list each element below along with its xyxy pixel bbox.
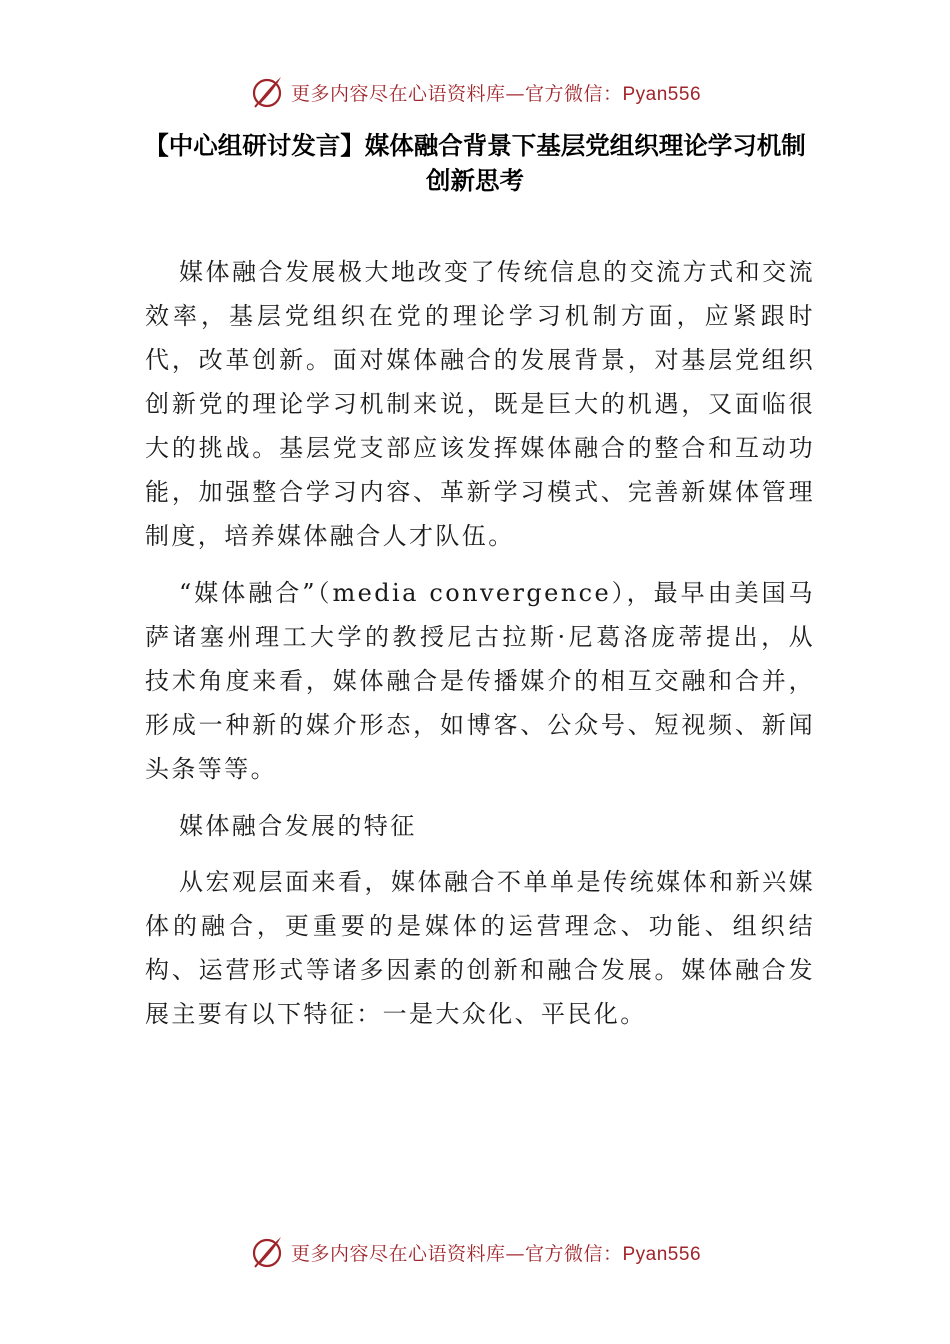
document-title: 【中心组研讨发言】媒体融合背景下基层党组织理论学习机制创新思考 xyxy=(144,131,806,195)
document-body xyxy=(145,250,815,1049)
header-banner xyxy=(0,74,950,110)
banner-separator: — xyxy=(505,1242,525,1265)
body-paragraph-3: 从宏观层面来看，媒体融合不单单是传统媒体和新兴媒体的融合，更重要的是媒体的运营理念、功能、组织结构、运营形式等诸多因素的创新和融合发展。媒体融合发展主要有以下特征：一是大众化、平民化。 xyxy=(145,868,815,1028)
banner-wechat-id: Pyan556 xyxy=(622,1243,702,1265)
banner-text xyxy=(291,1239,701,1266)
banner-wechat-id: Pyan556 xyxy=(622,83,702,105)
banner-wechat-label: 官方微信： xyxy=(524,1242,623,1265)
banner-text xyxy=(291,79,701,106)
body-paragraph-1: 媒体融合发展极大地改变了传统信息的交流方式和交流效率，基层党组织在党的理论学习机制方面，应紧跟时代，改革创新。面对媒体融合的发展背景，对基层党组织创新党的理论学习机制来说，既是巨大的机遇，又面临很大的挑战。基层党支部应该发挥媒体融合的整合和互动功能，加强整合学习内容、革新学习模式、完善新媒体管理制度，培养媒体融合人才队伍。 xyxy=(145,258,815,550)
banner-wechat-label: 官方微信： xyxy=(524,82,623,105)
footer-banner xyxy=(0,1234,950,1270)
body-paragraph-2: “媒体融合”（media convergence），最早由美国马萨诸塞州理工大学的教授尼古拉斯·尼葛洛庞蒂提出，从技术角度来看，媒体融合是传播媒介的相互交融和合并，形成一种新的媒介形态，如博客、公众号、短视频、新闻头条等等。 xyxy=(145,579,815,783)
banner-separator: — xyxy=(505,82,525,105)
banner-main-text: 更多内容尽在心语资料库 xyxy=(290,1242,506,1265)
banner-main-text: 更多内容尽在心语资料库 xyxy=(290,82,506,105)
section-heading: 媒体融合发展的特征 xyxy=(179,812,417,840)
quill-pen-logo-icon xyxy=(249,1234,285,1270)
quill-pen-logo-icon xyxy=(249,74,285,110)
